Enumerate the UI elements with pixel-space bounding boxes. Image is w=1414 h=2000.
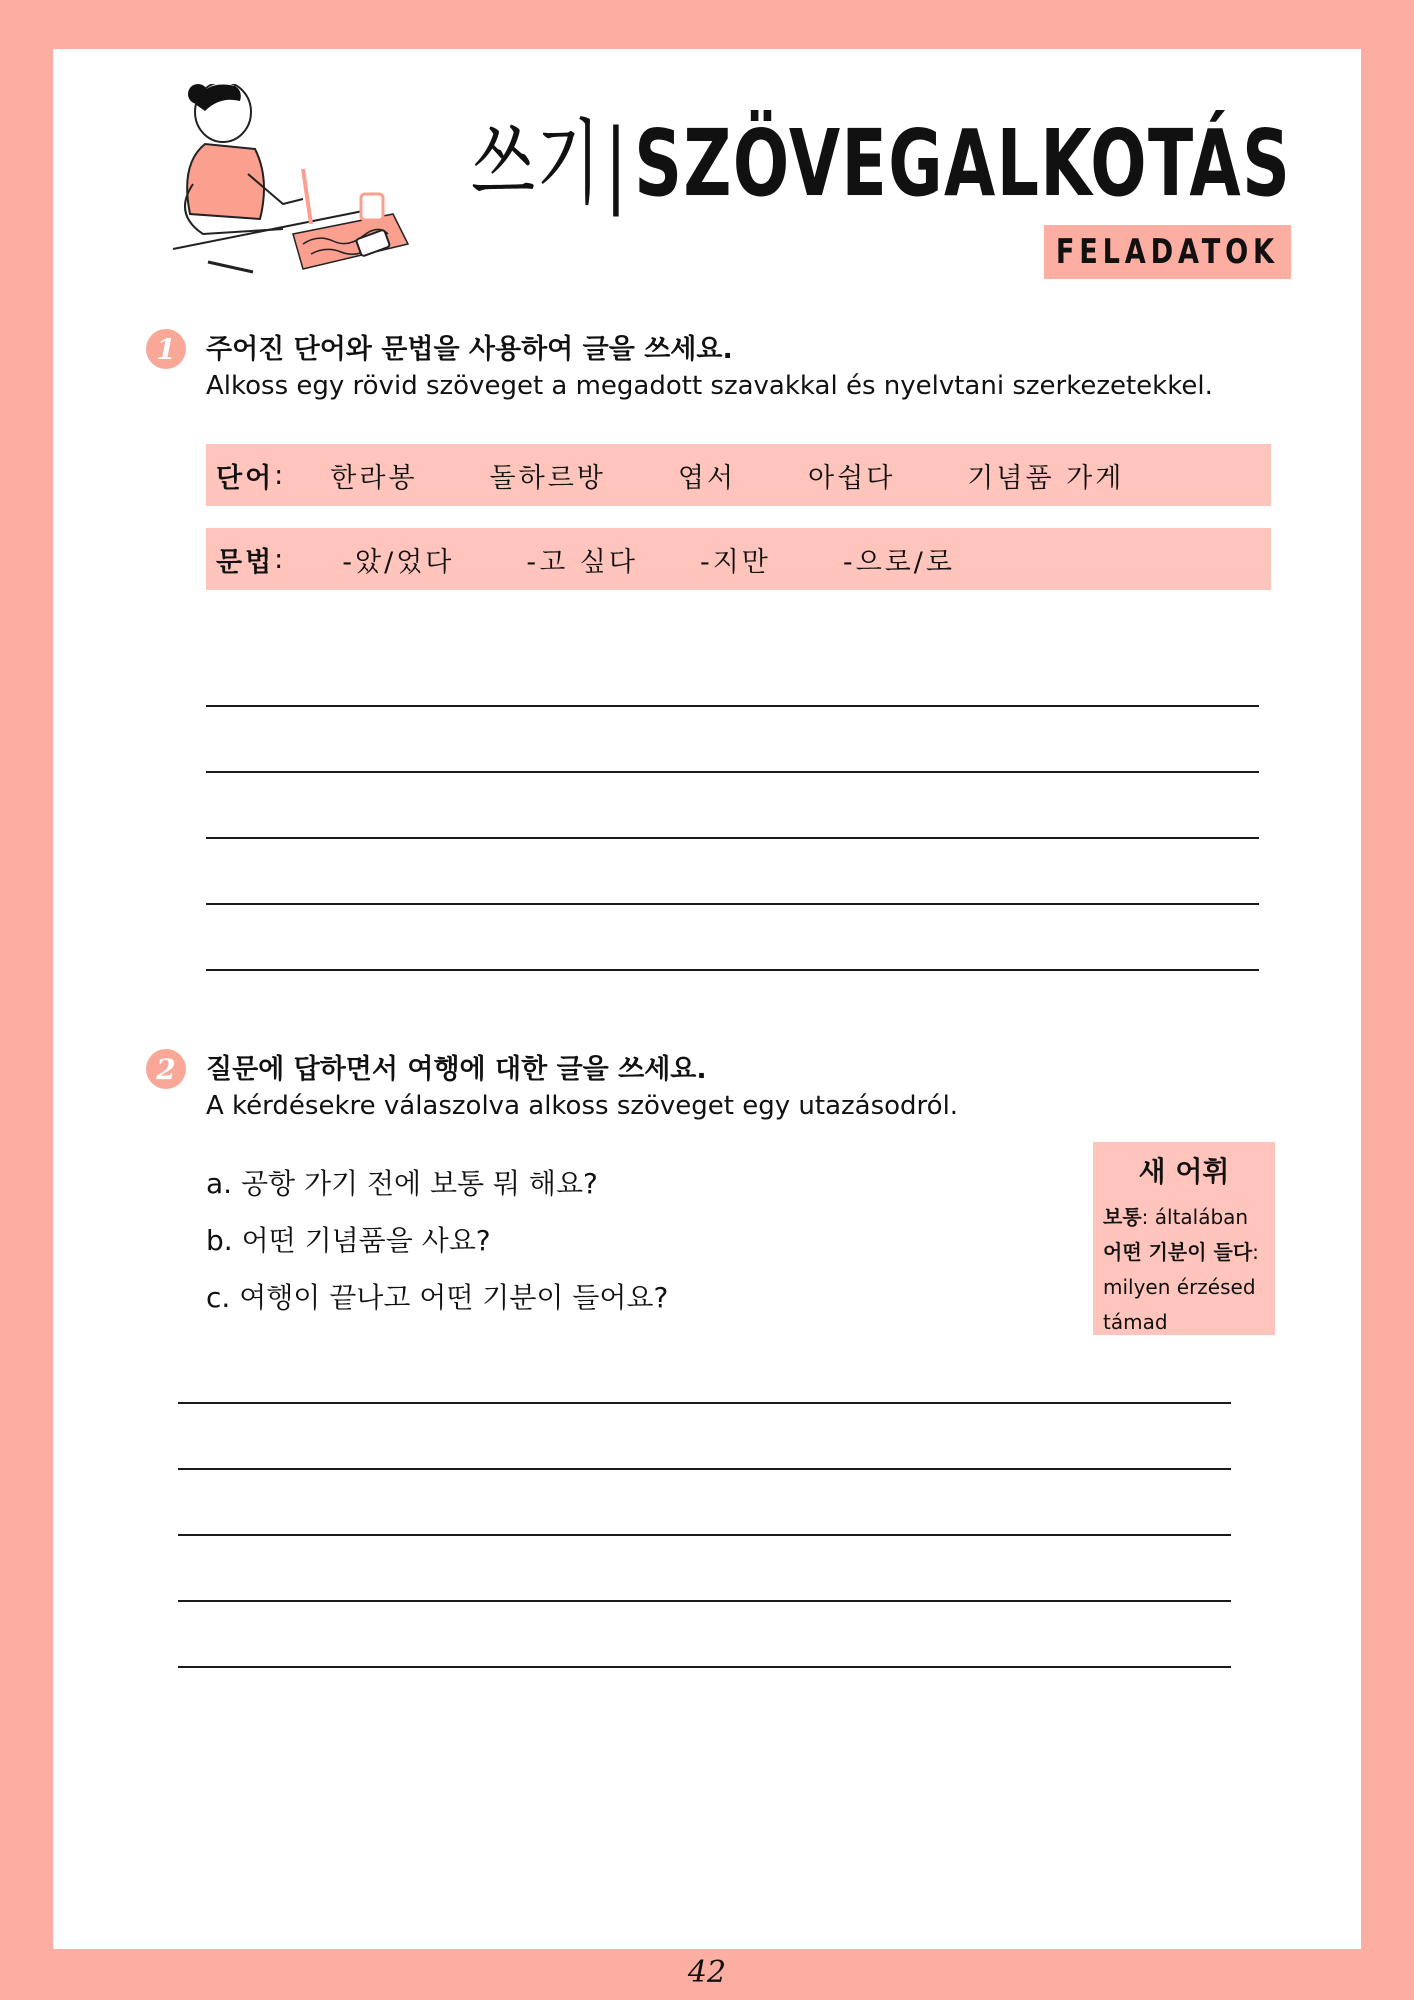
title-hungarian: SZÖVEGALKOTÁS [633, 110, 1291, 217]
grammar-colon: : [274, 543, 287, 575]
exercise-2-instruction-ko: 질문에 답하면서 여행에 대한 글을 쓰세요. [206, 1054, 707, 1085]
writing-line[interactable] [206, 837, 1259, 839]
grammar-item: -으로/로 [842, 546, 955, 578]
new-vocabulary-box [1093, 1142, 1275, 1335]
grammar-item: -지만 [699, 546, 771, 578]
vocab-term: 어떤 기분이 들다 [1103, 1240, 1253, 1264]
vocab-meaning: milyen érzésed támad [1103, 1275, 1256, 1334]
grammar-item: -았/었다 [342, 546, 455, 578]
word-item: 한라봉 [330, 462, 418, 494]
feladatok-badge [1044, 225, 1291, 279]
vocab-title: 새 어휘 [1138, 1155, 1230, 1188]
badge-label: FELADATOK [1055, 232, 1280, 272]
writing-line[interactable] [178, 1600, 1231, 1602]
worksheet-page [53, 49, 1361, 1949]
exercise-2-number: 2 [146, 1049, 186, 1089]
word-item: 기념품 가게 [967, 462, 1125, 494]
writing-line[interactable] [206, 771, 1259, 773]
writing-line[interactable] [206, 903, 1259, 905]
woman-writing-illustration [153, 84, 413, 284]
vocab-entry: 보통: általában [1103, 1205, 1249, 1229]
word-item: 아쉽다 [808, 462, 896, 494]
exercise-1-instruction-ko: 주어진 단어와 문법을 사용하여 글을 쓰세요. [206, 334, 733, 365]
grammar-label: 문법 [216, 546, 275, 578]
word-bank-colon: : [274, 459, 287, 491]
exercise-1-instruction-hu: Alkoss egy rövid szöveget a megadott szavakkal és nyelvtani szerkezetekkel. [206, 371, 1213, 401]
question-item: a. 공항 가기 전에 보통 뭐 해요? [206, 1167, 598, 1200]
grammar-box [206, 528, 1271, 590]
title-korean: 쓰기 [470, 110, 602, 217]
word-item: 엽서 [677, 462, 737, 494]
exercise-1-number: 1 [146, 329, 186, 369]
vocab-meaning: általában [1154, 1205, 1249, 1229]
question-item: c. 여행이 끝나고 어떤 기분이 들어요? [206, 1281, 669, 1314]
writing-line[interactable] [206, 705, 1259, 707]
writing-line[interactable] [178, 1666, 1231, 1668]
word-bank-label: 단어 [216, 462, 275, 494]
writing-line[interactable] [178, 1402, 1231, 1404]
page-number: 42 [687, 1955, 727, 1990]
word-item: 돌하르방 [489, 462, 606, 494]
writing-line[interactable] [178, 1534, 1231, 1536]
page-title [471, 109, 1291, 219]
writing-line[interactable] [178, 1468, 1231, 1470]
vocab-term: 보통 [1103, 1205, 1142, 1229]
writing-line[interactable] [206, 969, 1259, 971]
title-separator: | [604, 110, 629, 217]
vocab-entry: 어떤 기분이 들다: milyen érzésed támad [1103, 1240, 1259, 1334]
question-item: b. 어떤 기념품을 사요? [206, 1224, 491, 1257]
word-bank-box [206, 444, 1271, 506]
grammar-item: -고 싶다 [526, 546, 638, 578]
exercise-2-instruction-hu: A kérdésekre válaszolva alkoss szöveget egy utazásodról. [206, 1091, 959, 1121]
